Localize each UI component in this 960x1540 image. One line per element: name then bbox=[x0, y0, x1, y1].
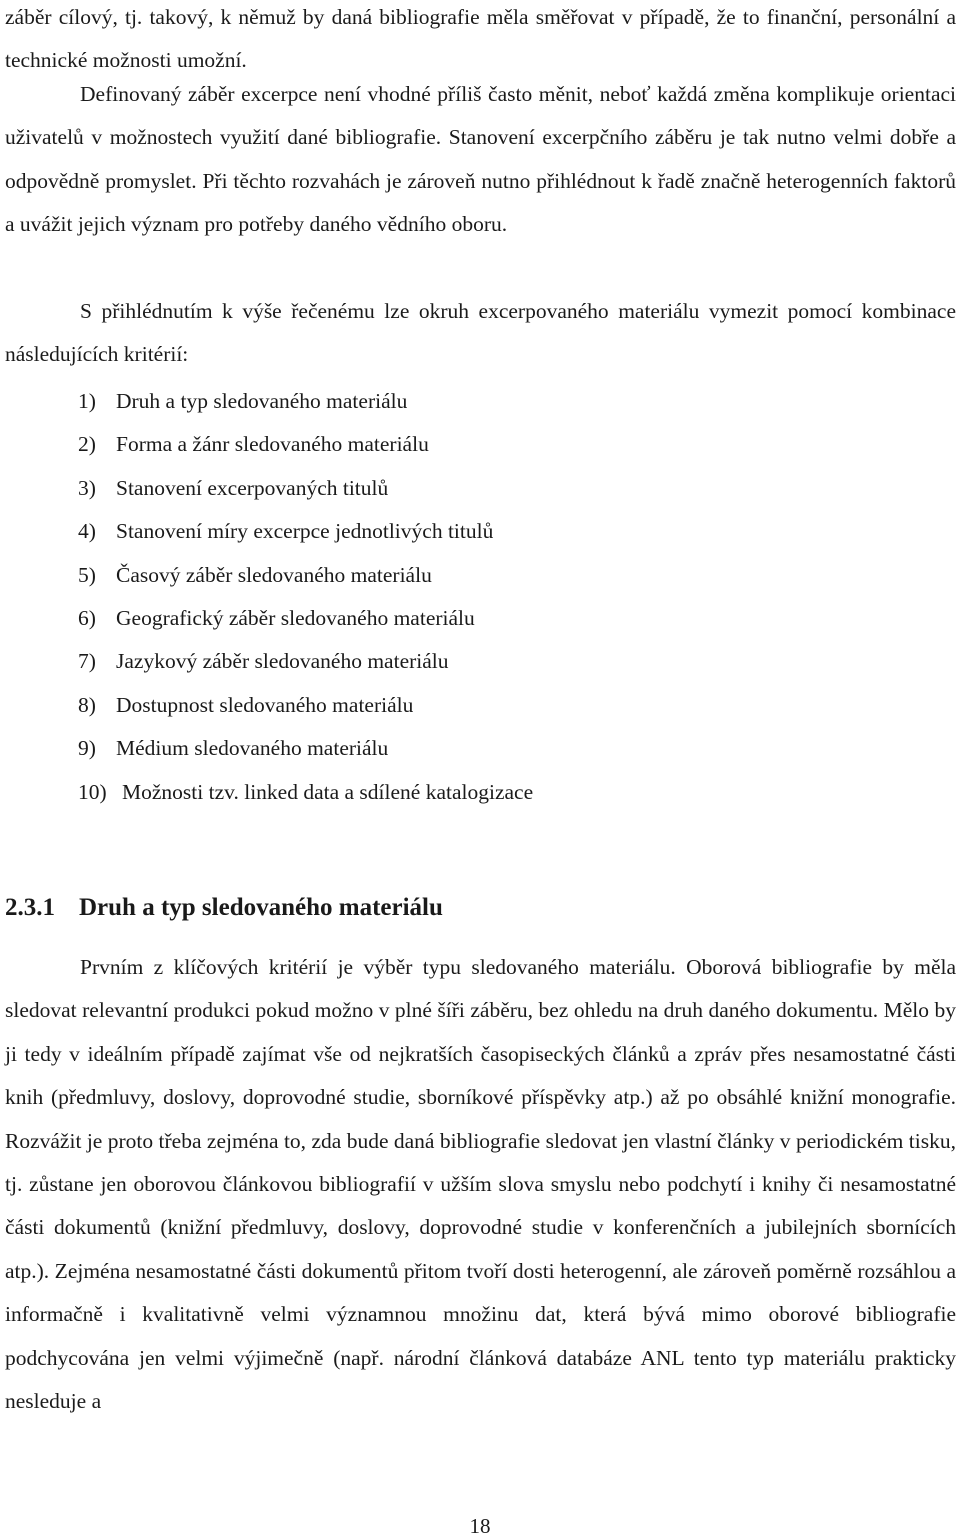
list-item-text: Stanovení excerpovaných titulů bbox=[116, 475, 389, 500]
list-item bbox=[78, 554, 533, 597]
list-item-text: Stanovení míry excerpce jednotlivých titulů bbox=[116, 519, 494, 544]
list-item-text: Dostupnost sledovaného materiálu bbox=[116, 692, 414, 717]
list-item-text: Časový záběr sledovaného materiálu bbox=[116, 562, 432, 587]
page-number: 18 bbox=[469, 1514, 491, 1538]
intro-paragraph-text: záběr cílový, tj. takový, k němuž by daná bibliografie měla směřovat v případě, že to finanční, personální a technické možnosti umožní. bbox=[5, 5, 956, 73]
paragraph-2 bbox=[5, 73, 956, 247]
list-item bbox=[78, 640, 533, 683]
list-item-number: 9) bbox=[78, 736, 96, 761]
section-paragraph bbox=[5, 946, 956, 1423]
paragraph-3-text: S přihlédnutím k výše řečenému lze okruh excerpovaného materiálu vymezit pomocí kombinace následujících kritérií: bbox=[5, 299, 956, 367]
list-item-number: 7) bbox=[78, 649, 96, 674]
paragraph-2-text: Definovaný záběr excerpce není vhodné příliš často měnit, neboť každá změna komplikuje orientaci uživatelů v možnostech využití dané bibliografie. Stanovení excerpčního záběru je tak nutno velmi dobře a odpovědně promyslet. Při těchto rozvahách je zároveň nutno přihlédnout k řadě značně heterogenních faktorů a uvážit jejich význam pro potřeby daného vědního oboru. bbox=[5, 82, 956, 237]
list-item-text: Médium sledovaného materiálu bbox=[116, 736, 389, 761]
list-item bbox=[78, 510, 533, 553]
list-item-text: Jazykový záběr sledovaného materiálu bbox=[116, 649, 449, 674]
list-item bbox=[78, 597, 533, 640]
section-paragraph-text: Prvním z klíčových kritérií je výběr typu sledovaného materiálu. Oborová bibliografie by měla sledovat relevantní produkci pokud možno v plné šíři záběru, bez ohledu na druh daného dokumentu. Mělo by ji tedy v ideálním případě zajímat vše od nejkratších časopiseckých článků a zpráv přes nesamostatné části knih (předmluvy, doslovy, doprovodné studie, sborníkové příspěvky atp.) až po obsáhlé knižní monografie. Rozvážit je proto třeba zejména to, zda bude daná bibliografie sledovat jen vlastní články v periodickém tisku, tj. zůstane jen oborovou článkovou bibliografií v užším slova smyslu nebo podchytí i knihy či nesamostatné části dokumentů (knižní předmluvy, doslovy, doprovodné studie v konferenčních a jubilejních sbornících atp.). Zejména nesamostatné části dokumentů přitom tvoří dosti heterogenní, ale zároveň poměrně rozsáhlou a informačně i kvalitativně velmi významnou množinu dat, která bývá mimo oborové bibliografie podchycována jen velmi výjimečně (např. národní článková databáze ANL tento typ materiálu prakticky nesleduje a bbox=[5, 955, 956, 1414]
list-item-number: 2) bbox=[78, 432, 96, 457]
list-item bbox=[78, 727, 533, 770]
list-item-number: 4) bbox=[78, 519, 96, 544]
list-item-number: 6) bbox=[78, 606, 96, 631]
list-item-number: 8) bbox=[78, 692, 96, 717]
list-item bbox=[78, 380, 533, 423]
intro-paragraph bbox=[5, 0, 956, 83]
list-item bbox=[78, 423, 533, 466]
list-item-number: 10) bbox=[78, 779, 107, 804]
list-item bbox=[78, 467, 533, 510]
section-title: Druh a typ sledovaného materiálu bbox=[79, 894, 443, 921]
list-item bbox=[78, 684, 533, 727]
list-item-text: Druh a typ sledovaného materiálu bbox=[116, 389, 408, 413]
list-item bbox=[78, 771, 533, 814]
list-item-text: Forma a žánr sledovaného materiálu bbox=[116, 432, 429, 457]
list-item-number: 1) bbox=[78, 389, 96, 413]
list-item-text: Možnosti tzv. linked data a sdílené katalogizace bbox=[122, 779, 534, 804]
list-item-number: 5) bbox=[78, 562, 96, 587]
paragraph-3 bbox=[5, 290, 956, 377]
criteria-list bbox=[78, 380, 533, 814]
list-item-text: Geografický záběr sledovaného materiálu bbox=[116, 606, 475, 631]
list-item-number: 3) bbox=[78, 475, 96, 500]
section-heading bbox=[5, 886, 443, 930]
section-number: 2.3.1 bbox=[5, 894, 55, 921]
